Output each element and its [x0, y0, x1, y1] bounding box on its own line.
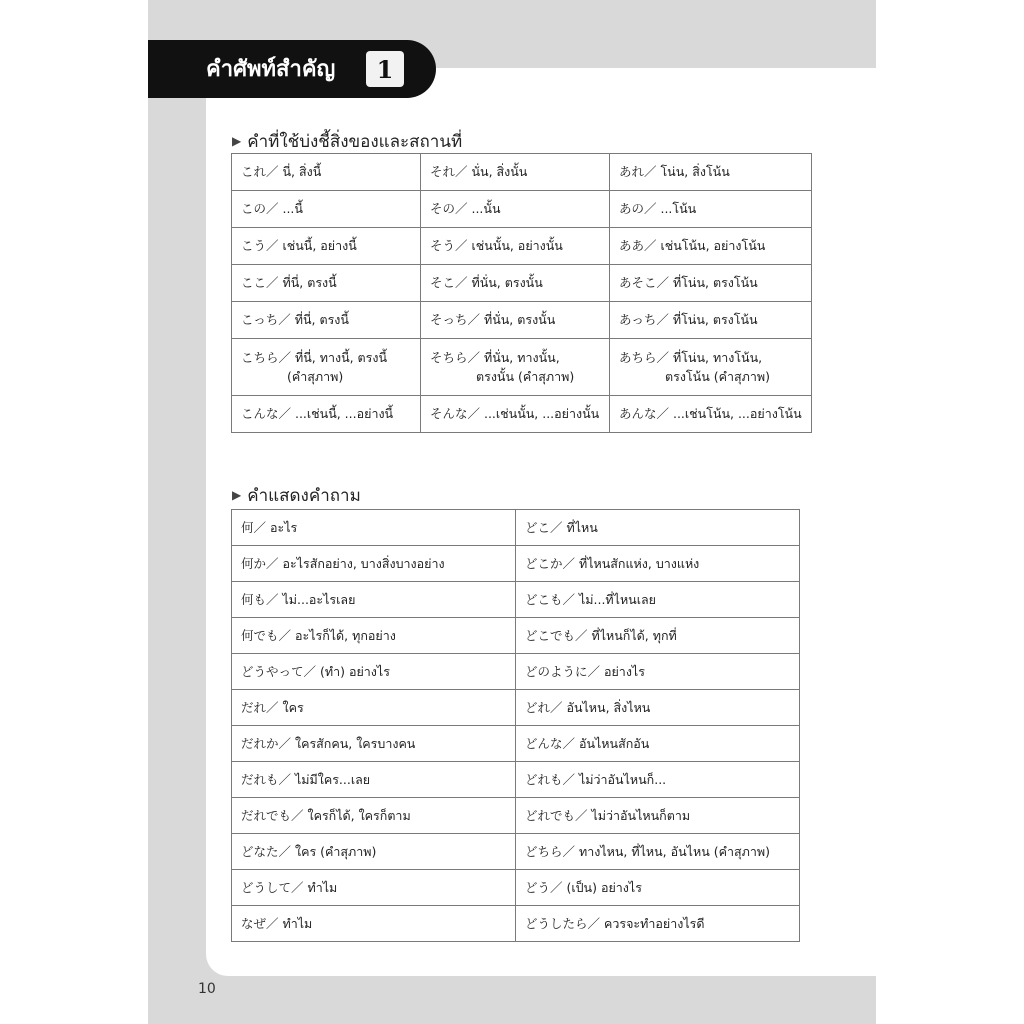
chapter-number-badge: 1	[366, 51, 404, 87]
table-row	[232, 906, 800, 942]
table-cell: こんな／ ...เช่นนี้, ...อย่างนี้	[232, 396, 421, 433]
table-row	[232, 726, 800, 762]
table-cell	[610, 339, 812, 396]
table-row	[232, 834, 800, 870]
table-cell: どうやって／ (ทำ) อย่างไร	[232, 654, 516, 690]
table-cell	[232, 339, 421, 396]
table-cell: そこ／ ที่นั่น, ตรงนั้น	[421, 265, 610, 302]
table-cell: これ／ นี่, สิ่งนี้	[232, 154, 421, 191]
table-cell: どうしたら／ ควรจะทำอย่างไรดี	[516, 906, 800, 942]
table-row	[232, 339, 812, 396]
question-words-table	[231, 509, 800, 942]
table-cell: その／ ...นั้น	[421, 191, 610, 228]
table-row	[232, 870, 800, 906]
cell-line-cont: ตรงนั้น (คำสุภาพ)	[476, 369, 575, 384]
table-cell: どのように／ อย่างไร	[516, 654, 800, 690]
table-cell: そんな／ ...เช่นนั้น, ...อย่างนั้น	[421, 396, 610, 433]
table-row	[232, 582, 800, 618]
triangle-bullet-icon: ▶	[232, 134, 242, 148]
table-row	[232, 654, 800, 690]
table-row	[232, 510, 800, 546]
table-cell: ここ／ ที่นี่, ตรงนี้	[232, 265, 421, 302]
table-cell: ああ／ เช่นโน้น, อย่างโน้น	[610, 228, 812, 265]
table-row	[232, 798, 800, 834]
table-cell: だれか／ ใครสักคน, ใครบางคน	[232, 726, 516, 762]
table-row	[232, 618, 800, 654]
table-cell: 何か／ อะไรสักอย่าง, บางสิ่งบางอย่าง	[232, 546, 516, 582]
cell-line-cont: (คำสุภาพ)	[287, 369, 344, 384]
table-row	[232, 546, 800, 582]
table-cell: どこも／ ไม่...ที่ไหนเลย	[516, 582, 800, 618]
table-cell: あの／ ...โน้น	[610, 191, 812, 228]
table-cell: あれ／ โน่น, สิ่งโน้น	[610, 154, 812, 191]
section-heading-demonstratives	[232, 128, 462, 155]
table-cell: どう／ (เป็น) อย่างไร	[516, 870, 800, 906]
table-row	[232, 690, 800, 726]
table-row	[232, 154, 812, 191]
table-cell	[421, 339, 610, 396]
table-cell: どうして／ ทำไม	[232, 870, 516, 906]
cell-line: こちら／ ที่นี่, ทางนี้, ตรงนี้	[241, 350, 388, 365]
table-row	[232, 396, 812, 433]
table-cell: どんな／ อันไหนสักอัน	[516, 726, 800, 762]
table-cell: だれも／ ไม่มีใคร...เลย	[232, 762, 516, 798]
table-cell: それ／ นั่น, สิ่งนั้น	[421, 154, 610, 191]
demonstratives-table	[231, 153, 812, 433]
table-row	[232, 228, 812, 265]
table-cell: この／ ...นี้	[232, 191, 421, 228]
table-cell: 何も／ ไม่...อะไรเลย	[232, 582, 516, 618]
table-cell: どれでも／ ไม่ว่าอันไหนก็ตาม	[516, 798, 800, 834]
table-cell: なぜ／ ทำไม	[232, 906, 516, 942]
cell-line-cont: ตรงโน้น (คำสุภาพ)	[665, 369, 770, 384]
page-number: 10	[198, 981, 216, 997]
table-cell: どちら／ ทางไหน, ที่ไหน, อันไหน (คำสุภาพ)	[516, 834, 800, 870]
title-banner	[148, 40, 436, 98]
table-cell: どれ／ อันไหน, สิ่งไหน	[516, 690, 800, 726]
table-cell: どこ／ ที่ไหน	[516, 510, 800, 546]
table-row	[232, 265, 812, 302]
table-cell: あんな／ ...เช่นโน้น, ...อย่างโน้น	[610, 396, 812, 433]
table-cell: だれでも／ ใครก็ได้, ใครก็ตาม	[232, 798, 516, 834]
table-cell: どこか／ ที่ไหนสักแห่ง, บางแห่ง	[516, 546, 800, 582]
table-cell: 何／ อะไร	[232, 510, 516, 546]
table-cell: そっち／ ที่นั่น, ตรงนั้น	[421, 302, 610, 339]
table-cell: どこでも／ ที่ไหนก็ได้, ทุกที่	[516, 618, 800, 654]
table-cell: あっち／ ที่โน่น, ตรงโน้น	[610, 302, 812, 339]
table-cell: そう／ เช่นนั้น, อย่างนั้น	[421, 228, 610, 265]
table-cell: どれも／ ไม่ว่าอันไหนก็...	[516, 762, 800, 798]
table-row	[232, 302, 812, 339]
table-cell: こう／ เช่นนี้, อย่างนี้	[232, 228, 421, 265]
section-heading-text: คำที่ใช้บ่งชี้สิ่งของและสถานที่	[247, 132, 463, 152]
table-cell: だれ／ ใคร	[232, 690, 516, 726]
table-cell: こっち／ ที่นี่, ตรงนี้	[232, 302, 421, 339]
triangle-bullet-icon: ▶	[232, 488, 242, 502]
table-row	[232, 191, 812, 228]
table-cell: どなた／ ใคร (คำสุภาพ)	[232, 834, 516, 870]
cell-line: そちら／ ที่นั่น, ทางนั้น,	[430, 350, 560, 365]
table-row	[232, 762, 800, 798]
table-cell: あそこ／ ที่โน่น, ตรงโน้น	[610, 265, 812, 302]
table-cell: 何でも／ อะไรก็ได้, ทุกอย่าง	[232, 618, 516, 654]
section-heading-text: คำแสดงคำถาม	[247, 486, 361, 506]
cell-line: あちら／ ที่โน่น, ทางโน้น,	[619, 350, 763, 365]
banner-title: คำศัพท์สำคัญ	[206, 57, 336, 82]
section-heading-question-words	[232, 482, 361, 509]
